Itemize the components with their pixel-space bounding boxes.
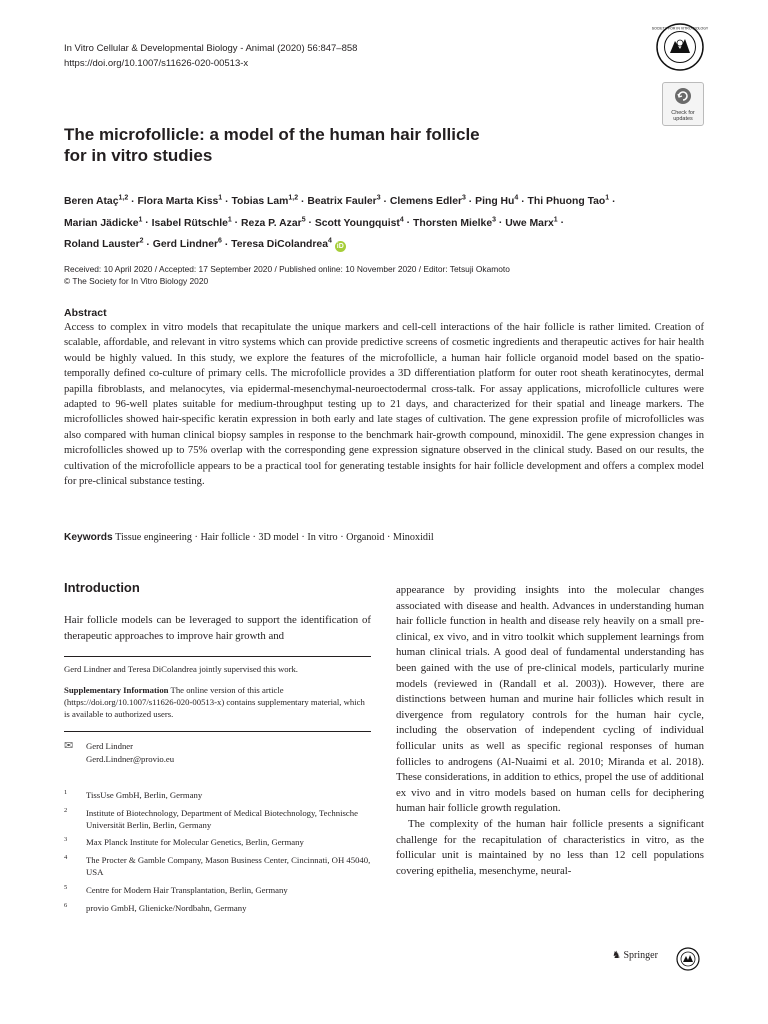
- update-icon: [674, 87, 692, 105]
- title-line: for in vitro studies: [64, 146, 213, 165]
- author[interactable]: Thorsten Mielke$^3$: [413, 216, 497, 229]
- author[interactable]: Roland Lauster$^2$: [64, 237, 144, 251]
- intro-paragraph: The complexity of the human hair follicle presents a significant challenge for the recapitulation of characteristics in vitro, as the follicular unit is maintained by no less than 12 cell populations covering epithelia, mesenchyme, neural-: [396, 817, 704, 877]
- intro-left-text: Hair follicle models can be leveraged to support the identification of therapeutic approaches to improve hair growth and: [64, 614, 371, 642]
- affiliation: 3 Max Planck Institute for Molecular Genetics, Berlin, Germany: [64, 836, 304, 848]
- journal-citation: In Vitro Cellular & Developmental Biology - Animal (2020) 56:847–858: [64, 43, 358, 54]
- abstract-text: Access to complex in vitro models that recapitulate the unique markers and cell-cell interactions of the hair follicle is rather limited. Creation of scalable, affordable, and relevant in vitro systems which can provide predictive screens of cosmetic ingredients and therapeutic actives for hair health would be highly valued. In this study, we explore the features of the microfollicle, a human hair follicle organoid model based on the spatio-temporally defined co-culture of primary cells. The microfollicle provides a 3D differentiation platform for outer root sheath keratinocytes, dermal papilla fibroblasts, and melanocytes, via epidermal-mesenchymal-neuroectodermal cross-talk. For assay applications, microfollicle cultures were adapted to 96-well plates suitable for medium-throughput testing up to 21 days, and characterized for their spatial and lineage markers. The microfollicles showed hair-specific keratin expression in both early and late stages of cultivation. The gene expression profile of microfollicles was also compared with human clinical biopsy samples in response to the benchmark hair-growth compound, minoxidil. The gene expression changes in microfollicles showed up to 75% overlap with the corresponding gene expression signature observed in the clinical study. Based on our results, the cultivation of the microfollicle appears to be a practical tool for generating testable insights for hair follicle development and offers a complex model for pre-clinical substance testing.: [64, 322, 704, 488]
- author[interactable]: Thi Phuong Tao$^1$: [527, 195, 610, 208]
- correspondence-divider: [64, 731, 371, 732]
- supplementary-text[interactable]: The online version of this article (https://doi.org/10.1007/s11626-020-00513-x) contains supplementary material, which is available to authorized users.: [64, 685, 365, 719]
- journal-doi[interactable]: https://doi.org/10.1007/s11626-020-00513-x: [64, 58, 249, 69]
- society-logo: [651, 23, 709, 71]
- copyright-icon: ©: [64, 276, 71, 286]
- intro-right-column: [396, 583, 704, 879]
- envelope-icon: ✉: [64, 740, 74, 752]
- abstract-heading: Abstract: [64, 307, 107, 319]
- affiliation: 2 Institute of Biotechnology, Department of Medical Biotechnology, Technische Universität Berlin, Berlin, Germany: [64, 806, 358, 830]
- author[interactable]: Isabel Rütschle$^1$: [151, 216, 232, 229]
- society-seal-icon: [676, 947, 700, 971]
- keywords-label: Keywords: [64, 532, 113, 543]
- author[interactable]: Tobias Lam$^{1,2}$: [231, 195, 299, 208]
- author[interactable]: Marian Jädicke$^1$: [64, 216, 143, 229]
- introduction-heading: Introduction: [64, 580, 140, 595]
- affiliation-list: [64, 790, 371, 920]
- publisher-name: ♞ Springer: [612, 950, 658, 961]
- keywords: [64, 531, 704, 545]
- publication-dates: [64, 263, 510, 287]
- title-line: The microfollicle: a model of the human hair follicle: [64, 125, 480, 144]
- supplementary-note: [64, 685, 371, 720]
- author[interactable]: Scott Youngquist$^4$: [314, 216, 404, 229]
- author[interactable]: Beatrix Fauler$^3$: [307, 195, 381, 208]
- author[interactable]: Gerd Lindner$^6$: [152, 237, 222, 251]
- affiliation: 1 TissUse GmbH, Berlin, Germany: [64, 789, 203, 800]
- corresponding-author: Gerd Lindner: [86, 741, 134, 751]
- affiliation: 5 Centre for Modern Hair Transplantation, Berlin, Germany: [64, 883, 288, 895]
- abstract-section: [64, 306, 704, 489]
- author[interactable]: Ping Hu$^4$: [475, 195, 519, 208]
- corresponding-email[interactable]: Gerd.Lindner@provio.eu: [86, 754, 175, 764]
- author[interactable]: Flora Marta Kiss$^1$: [137, 195, 223, 208]
- author[interactable]: Teresa DiColandrea$^4$: [231, 237, 332, 251]
- joint-supervision-note: Gerd Lindner and Teresa DiColandrea jointly supervised this work.: [64, 664, 298, 674]
- keywords-text: Tissue engineering · Hair follicle · 3D model · In vitro · Organoid · Minoxidil: [115, 532, 434, 543]
- affiliation: 6 provio GmbH, Glienicke/Nordbahn, Germany: [64, 901, 247, 913]
- author-list: Beren Ataç$^{1,2}$ · Flora Marta Kiss$^1$ · Tobias Lam$^{1,2}$ · Beatrix Fauler$^3$ · Clemens Edler$^3$ · Ping $Hu^4$ · Thi Phuong Tao$^1$ · Marian Jädicke$^1$ · Isabel Rütschle$^1$ · Reza P. Azar$^5$ · Scott Youngquist$^4$ · Thorsten Mielke$^3$ · Uwe Marx$^1$ · Roland Lauster$^2$ · Gerd Lindner$^6$ · Teresa DiColandrea$^4$ iD: [64, 195, 616, 251]
- copyright-line: © The Society for In Vitro Biology 2020: [64, 276, 209, 286]
- article-title: [64, 124, 624, 166]
- dates-line: Received: 10 April 2020 / Accepted: 17 September 2020 / Published online: 10 November 2020 / Editor: Tetsuji Okamoto: [64, 264, 510, 274]
- author[interactable]: Reza P. Azar$^5$: [241, 216, 306, 229]
- affiliation: 4 The Procter & Gamble Company, Mason Business Center, Cincinnati, OH 45040, USA: [64, 854, 371, 877]
- logo-text: SOCIETY FOR IN VITRO BIOLOGY: [651, 26, 709, 31]
- footnote-divider: [64, 656, 371, 657]
- correspondence: [64, 740, 371, 766]
- intro-paragraph: appearance by providing insights into the molecular changes associated with disease and health. Advances in understanding human hair follicle function in health and disease rely heavily on a small pre-clinical, ex vivo, and in vitro toolkit which supplement learnings from human clinical trials. A good deal of fundamental understanding has been gained with the use of pre-clinical models, particularly murine models (reviewed in (Randall et al. 2003)). However, there are distinctions between human and murine hair follicles which result in divergence from regulatory controls for the human hair cycle, including the observation of independent cycling of individual follicular units as well as specific regional responses of human follicles to androgens (Al-Nuaimi et al. 2010; Miranda et al. 2018). These considerations, in addition to ethics, propel the use of additional ex vivo and in vitro models based on human cells for deciphering human hair follicle growth regulation.: [396, 584, 704, 815]
- supplementary-label: Supplementary Information: [64, 685, 169, 695]
- journal-header: [64, 41, 357, 71]
- author[interactable]: Uwe Marx$^1$: [505, 216, 558, 229]
- check-for-updates-badge[interactable]: [662, 82, 704, 126]
- author[interactable]: Clemens Edler$^3$: [389, 195, 466, 208]
- author[interactable]: Beren Ataç$^{1,2}$: [64, 195, 129, 208]
- springer-horse-icon: ♞: [612, 950, 621, 961]
- orcid-icon[interactable]: iD: [336, 243, 344, 251]
- check-label-1: Check for: [671, 110, 695, 116]
- check-label-2: updates: [673, 116, 693, 122]
